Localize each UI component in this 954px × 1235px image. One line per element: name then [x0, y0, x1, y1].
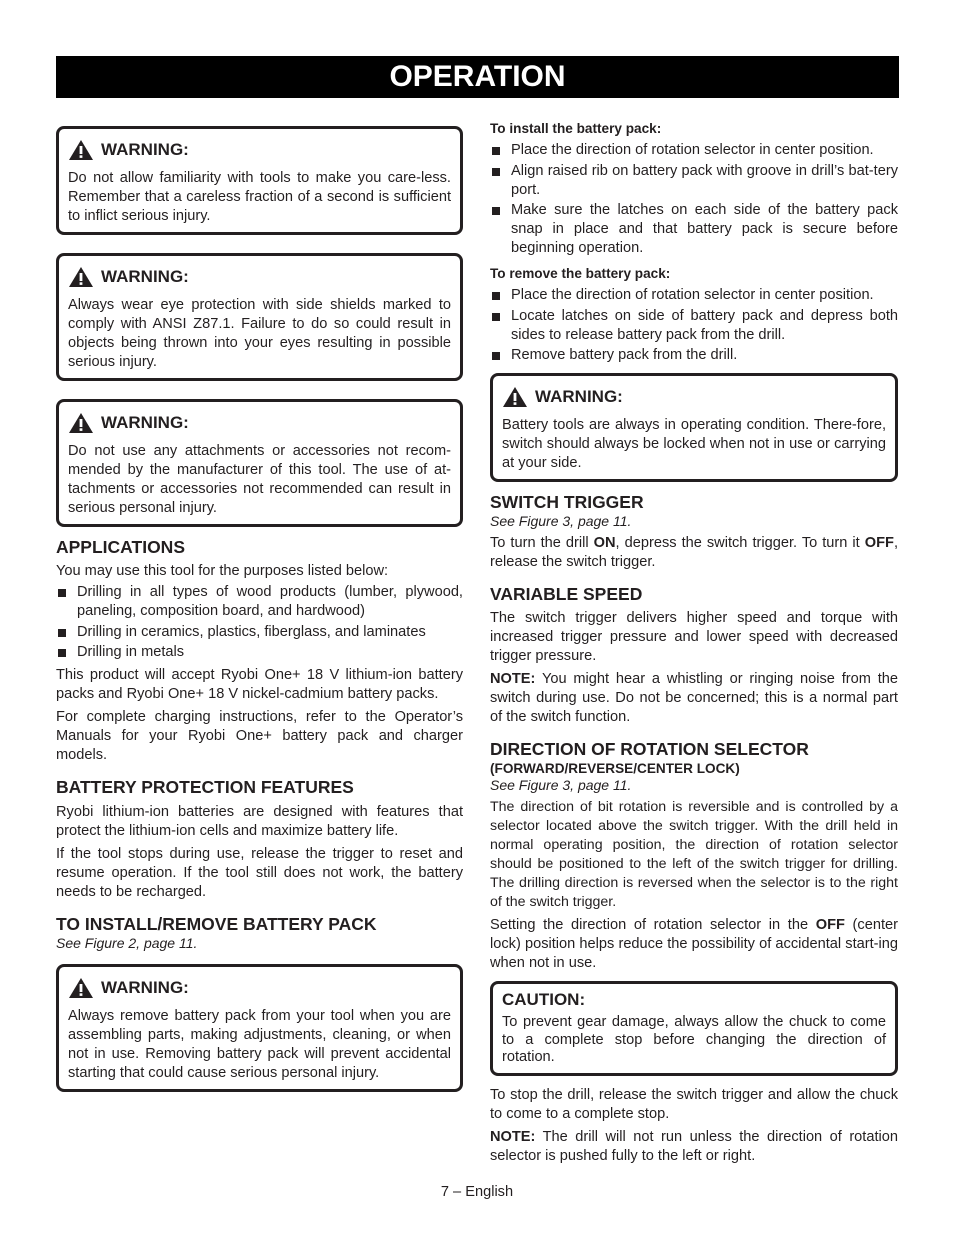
- warning-label: WARNING:: [101, 978, 189, 997]
- caution-text: To prevent gear damage, always allow the chuck to come to a complete stop before changing the direction of rotation.: [502, 1014, 886, 1065]
- left-column: [56, 120, 463, 1102]
- warning-header: [502, 386, 886, 408]
- warning-box-attachments: [56, 399, 463, 527]
- warning-header: [68, 977, 451, 999]
- paragraph: To turn the drill ON, depress the switch trigger. To turn it OFF, release the switch trigger.: [490, 535, 898, 570]
- switch-trigger-section: [490, 492, 898, 572]
- install-steps: [490, 120, 898, 258]
- paragraph: If the tool stops during use, release the trigger to reset and resume operation. If the tool still does not work, the battery needs to be recharged.: [56, 846, 463, 900]
- applications-section: [56, 537, 463, 765]
- section-heading: DIRECTION OF ROTATION SELECTOR: [490, 739, 809, 759]
- section-heading: BATTERY PROTECTION FEATURES: [56, 777, 354, 797]
- warning-label: WARNING:: [101, 267, 189, 286]
- right-column: [490, 120, 898, 1170]
- battery-protection-section: [56, 777, 463, 902]
- paragraph: For complete charging instructions, refer to the Operator’s Manuals for your Ryobi One+ battery pack and charger models.: [56, 709, 463, 763]
- subheading: (FORWARD/REVERSE/CENTER LOCK): [490, 761, 740, 776]
- section-heading: VARIABLE SPEED: [490, 584, 643, 604]
- install-list: [490, 141, 898, 258]
- warning-text: Do not use any attachments or accessories not recom-mended by the manufacturer of this tool. The use of at-tachments or accessories not recommended can result in serious personal injury.: [68, 443, 451, 516]
- list-item: Drilling in ceramics, plastics, fiberglass, and laminates: [56, 623, 463, 642]
- list-item: Locate latches on side of battery pack and depress both sides to release battery pack from the drill.: [490, 307, 898, 345]
- list-item: Drilling in all types of wood products (lumber, plywood, paneling, composition board, and hardwood): [56, 583, 463, 621]
- warning-text: Do not allow familiarity with tools to make you care-less. Remember that a careless fraction of a second is sufficient to inflict serious injury.: [68, 170, 451, 224]
- note-paragraph: NOTE: The drill will not run unless the direction of rotation selector is pushed fully to the left or right.: [490, 1128, 898, 1164]
- list-item: Align raised rib on battery pack with groove in drill’s bat-tery port.: [490, 162, 898, 200]
- warning-text: Always remove battery pack from your tool when you are assembling parts, making adjustments, cleaning, or when not in use. Removing battery pack will prevent accidental starting that could cause serious personal injury.: [68, 1008, 451, 1081]
- figure-reference: See Figure 3, page 11.: [490, 777, 632, 793]
- warning-box-remove-battery: [56, 964, 463, 1092]
- subheading: To install the battery pack:: [490, 121, 662, 136]
- section-heading: APPLICATIONS: [56, 537, 185, 557]
- caution-label: CAUTION:: [502, 990, 586, 1009]
- page-title: OPERATION: [56, 56, 899, 98]
- install-remove-section: [56, 914, 463, 952]
- warning-triangle-icon: [68, 977, 94, 999]
- section-heading: SWITCH TRIGGER: [490, 492, 644, 512]
- warning-text: Battery tools are always in operating condition. There-fore, switch should always be locked when not in use or carrying at your side.: [502, 417, 886, 471]
- note-paragraph: NOTE: You might hear a whistling or ringing noise from the switch during use. Do not be concerned; this is a normal part of the switch function.: [490, 671, 898, 725]
- list-item: Make sure the latches on each side of the battery pack snap in place and that battery pack is secure before beginning operation.: [490, 201, 898, 258]
- paragraph: You may use this tool for the purposes listed below:: [56, 563, 389, 579]
- page-footer: 7 – English: [440, 1184, 514, 1200]
- caution-box: [490, 981, 898, 1076]
- warning-header: [68, 139, 451, 161]
- paragraph: The switch trigger delivers higher speed and torque with increased trigger pressure and lower speed with decreased trigger pressure.: [490, 610, 898, 664]
- warning-triangle-icon: [68, 139, 94, 161]
- warning-triangle-icon: [68, 266, 94, 288]
- section-heading: TO INSTALL/REMOVE BATTERY PACK: [56, 914, 377, 934]
- figure-reference: See Figure 3, page 11.: [490, 513, 632, 529]
- warning-text: Always wear eye protection with side shields marked to comply with ANSI Z87.1. Failure to do so could result in objects being thrown into your eyes resulting in possible serious injury.: [68, 297, 451, 370]
- warning-label: WARNING:: [101, 140, 189, 159]
- remove-steps: [490, 265, 898, 365]
- list-item: Place the direction of rotation selector in center position.: [490, 286, 898, 305]
- list-item: Drilling in metals: [56, 643, 463, 662]
- applications-list: [56, 583, 463, 662]
- warning-triangle-icon: [68, 412, 94, 434]
- subheading: To remove the battery pack:: [490, 266, 671, 281]
- warning-triangle-icon: [502, 386, 528, 408]
- warning-box-eye-protection: [56, 253, 463, 381]
- warning-label: WARNING:: [535, 387, 623, 406]
- paragraph: This product will accept Ryobi One+ 18 V lithium-ion battery packs and Ryobi One+ 18 V nickel-cadmium battery packs.: [56, 667, 463, 702]
- paragraph: To stop the drill, release the switch trigger and allow the chuck to come to a complete stop.: [490, 1086, 898, 1122]
- list-item: Place the direction of rotation selector in center position.: [490, 141, 898, 160]
- warning-box-battery-tools: [490, 373, 898, 482]
- figure-reference: See Figure 2, page 11.: [56, 935, 198, 951]
- paragraph: Setting the direction of rotation selector in the OFF (center lock) position helps reduce the possibility of accidental start-ing when not in use.: [490, 917, 898, 971]
- list-item: Remove battery pack from the drill.: [490, 346, 898, 365]
- paragraph: The direction of bit rotation is reversible and is controlled by a selector located above the switch trigger. With the drill held in normal operating position, the direction of rotation selector should be positioned to the left of the switch trigger for drilling. The drilling direction is reversed when the selector is to the right of the switch trigger.: [490, 799, 898, 910]
- paragraph: Ryobi lithium-ion batteries are designed with features that protect the lithium-ion cells and maximize battery life.: [56, 804, 463, 839]
- warning-header: [68, 266, 451, 288]
- variable-speed-section: [490, 584, 898, 727]
- warning-label: WARNING:: [101, 413, 189, 432]
- direction-selector-section: [490, 739, 898, 973]
- remove-list: [490, 286, 898, 365]
- warning-header: [68, 412, 451, 434]
- warning-box-familiarity: [56, 126, 463, 235]
